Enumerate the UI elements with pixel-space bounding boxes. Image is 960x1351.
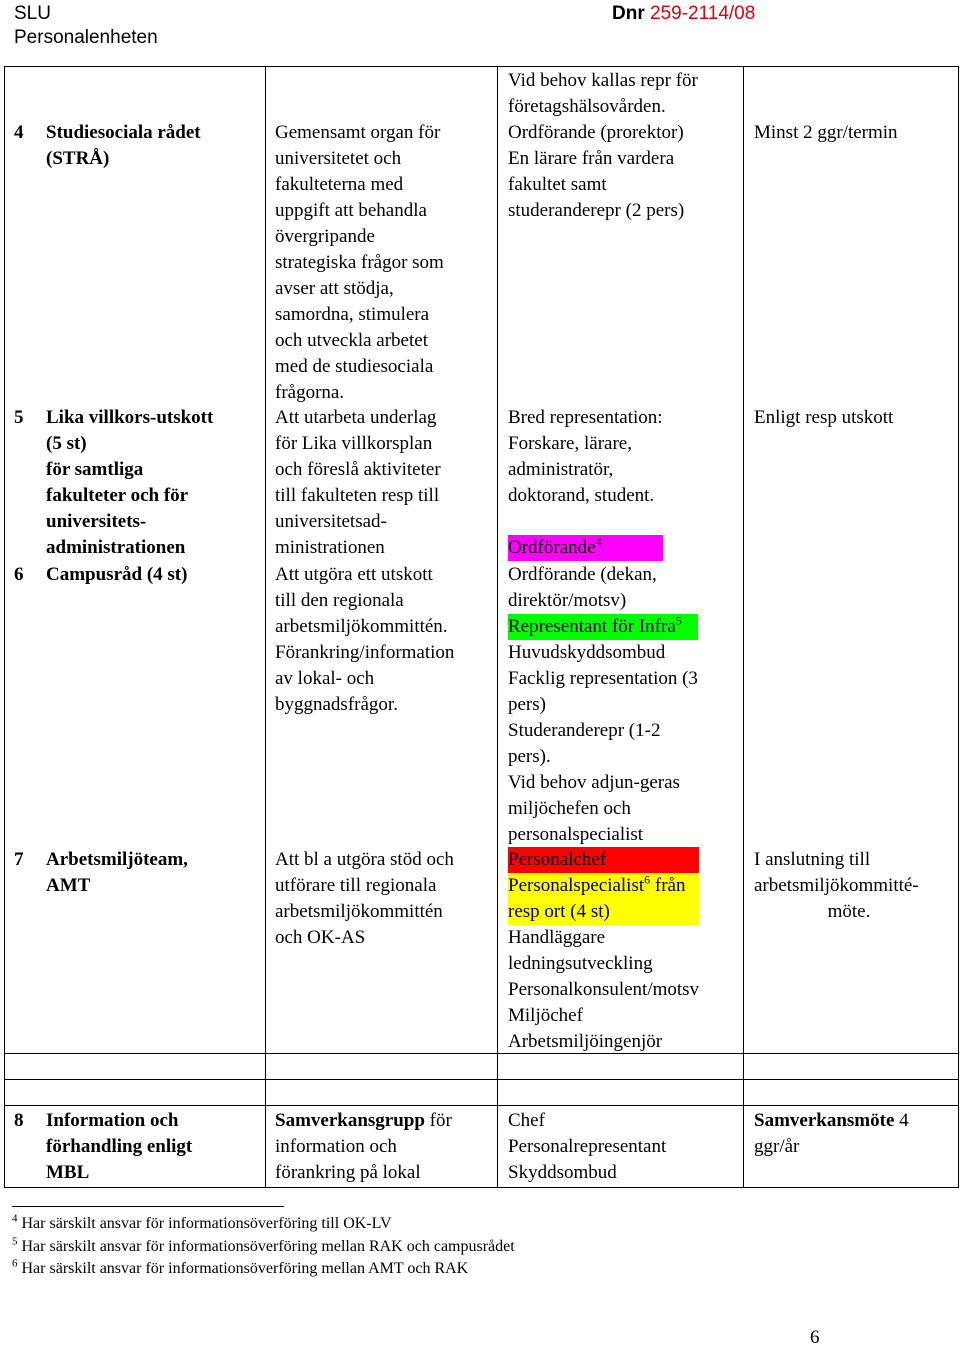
text-line: doktorand, student.	[508, 485, 655, 506]
text-line: möte.	[827, 901, 871, 922]
text-line: Campusråd (4 st)	[46, 564, 188, 585]
text-line: Att utarbeta underlag	[275, 407, 437, 428]
text-line: pers).	[508, 746, 551, 767]
top-note-line: Vid behov kallas repr för	[508, 70, 698, 91]
text-line: förhandling enligt	[46, 1136, 193, 1157]
text-line: universitetsad-	[275, 511, 387, 532]
text-line: Ordförande (dekan,	[508, 564, 657, 585]
footnote-text: Har särskilt ansvar för informationsöverföring mellan AMT och RAK	[21, 1260, 469, 1277]
text-line: MBL	[46, 1162, 90, 1183]
footnote-text: Har särskilt ansvar för informationsöverföring mellan RAK och campusrådet	[21, 1238, 515, 1255]
committee-purpose	[275, 405, 441, 561]
text-line: arbetsmiljökommittén	[275, 901, 443, 922]
committee-members	[508, 405, 663, 561]
text-line: av lokal- och	[275, 668, 375, 689]
text-line: uppgift att behandla	[275, 200, 427, 221]
text-line: utförare till regionala	[275, 875, 437, 896]
text-line: studeranderepr (2 pers)	[508, 200, 685, 221]
text-fragment: för	[429, 1110, 452, 1131]
highlight-label: Representant för Infra	[508, 616, 676, 637]
committee-members	[508, 120, 684, 224]
committee-members	[508, 847, 699, 1055]
text-line: till fakulteten resp till	[275, 485, 440, 506]
text-line: Att utgöra ett utskott	[275, 564, 433, 585]
footnote-ref: 6	[644, 872, 651, 887]
text-line: pers)	[508, 694, 546, 715]
text-line: med de studiesociala	[275, 356, 434, 377]
committee-frequency	[754, 120, 898, 146]
text-line: Huvudskyddsombud	[508, 642, 666, 663]
text-line: Bred representation:	[508, 407, 663, 428]
table-border-right	[958, 66, 959, 1187]
text-line: ggr/år	[754, 1136, 800, 1157]
text-line: fakulteter och för	[46, 485, 189, 506]
dnr-label: Dnr	[612, 3, 645, 24]
text-line: förankring på lokal	[275, 1162, 421, 1183]
highlight-label: Ordförande	[508, 537, 596, 558]
footnote-mark: 6	[12, 1257, 18, 1270]
page-number: 6	[810, 1327, 820, 1348]
table-border-top	[4, 66, 959, 67]
text-line: Minst 2 ggr/termin	[754, 122, 898, 143]
footnote-mark: 4	[12, 1212, 18, 1225]
footnote-text: Har särskilt ansvar för informationsöverföring till OK-LV	[21, 1215, 392, 1232]
footnote-ref: 4	[595, 534, 602, 549]
text-line: och utveckla arbetet	[275, 330, 428, 351]
personnel-chief-highlight	[508, 847, 699, 873]
specialist-highlight	[508, 899, 699, 925]
text-line: administratör,	[508, 459, 614, 480]
text-line: Information och	[46, 1110, 179, 1131]
highlight-label: Personalspecialist	[508, 875, 645, 896]
text-line: administrationen	[46, 537, 186, 558]
highlighted-text	[508, 873, 699, 899]
text-line: I anslutning till	[754, 849, 871, 870]
footnote	[12, 1258, 468, 1280]
text-line: och OK-AS	[275, 927, 366, 948]
text-fragment: 4	[899, 1110, 909, 1131]
dnr-value: 259-2114/08	[650, 3, 756, 24]
text-line: Chef	[508, 1110, 545, 1131]
text-line: En lärare från vardera	[508, 148, 675, 169]
committee-purpose	[275, 562, 454, 718]
table-border-bottom	[4, 1187, 959, 1188]
text-line: samordna, stimulera	[275, 304, 430, 325]
text-line: frågorna.	[275, 382, 345, 403]
highlighted-text	[508, 535, 663, 561]
text-line: Forskare, lärare,	[508, 433, 632, 454]
text-line: Studeranderepr (1-2	[508, 720, 661, 741]
column-divider-3	[743, 66, 744, 1187]
highlight-label: från	[654, 875, 686, 896]
text-line: byggnadsfrågor.	[275, 694, 398, 715]
text-line: Vid behov adjun-geras	[508, 772, 680, 793]
text-line: för Lika villkorsplan	[275, 433, 433, 454]
bold-term: Samverkansgrupp	[275, 1110, 425, 1131]
column-divider-2	[497, 66, 498, 1187]
committee-frequency	[754, 405, 893, 431]
committee-purpose	[275, 847, 454, 951]
row-number: 6	[14, 564, 24, 585]
text-line: och föreslå aktiviteter	[275, 459, 441, 480]
committee-purpose	[275, 120, 444, 406]
committee-name	[46, 120, 201, 172]
text-line: till den regionala	[275, 590, 404, 611]
text-line: Gemensamt organ för	[275, 122, 441, 143]
header-org: SLU	[14, 3, 51, 24]
committee-frequency	[754, 1108, 909, 1160]
infra-highlight	[508, 614, 698, 640]
text-line: Personalrepresentant	[508, 1136, 667, 1157]
header-department: Personalenheten	[14, 27, 158, 48]
text-line: Ordförande (prorektor)	[508, 122, 684, 143]
row-number: 5	[14, 407, 24, 428]
row-divider	[4, 1105, 959, 1106]
text-line: Arbetsmiljöingenjör	[508, 1031, 663, 1052]
text-line: Att bl a utgöra stöd och	[275, 849, 454, 870]
text-line: Enligt resp utskott	[754, 407, 894, 428]
text-line: (5 st)	[46, 433, 87, 454]
footnote-mark: 5	[12, 1235, 18, 1248]
text-line: miljöchefen och	[508, 798, 631, 819]
text-line: ledningsutveckling	[508, 953, 653, 974]
committee-frequency	[754, 847, 944, 925]
text-line: direktör/motsv)	[508, 590, 627, 611]
text-line: arbetsmiljökommitté-	[754, 875, 919, 896]
top-note	[508, 68, 698, 120]
text-line	[275, 1108, 452, 1134]
top-note-line: företagshälsovården.	[508, 96, 666, 117]
text-line	[754, 1108, 909, 1134]
chair-highlight	[508, 535, 663, 561]
header-dnr	[612, 2, 755, 26]
bold-term: Samverkansmöte	[754, 1110, 895, 1131]
highlighted-text: resp ort (4 st)	[508, 899, 699, 925]
text-line: fakulteterna med	[275, 174, 404, 195]
footnote-ref: 5	[675, 613, 682, 628]
committee-name	[46, 1108, 192, 1186]
text-line: arbetsmiljökommittén.	[275, 616, 448, 637]
text-line: ministrationen	[275, 537, 385, 558]
highlighted-text: Personalchef	[508, 847, 699, 873]
row-divider	[4, 1079, 959, 1080]
text-line: Facklig representation (3	[508, 668, 698, 689]
committee-members	[508, 1108, 666, 1186]
committee-name	[46, 405, 261, 561]
text-line: Skyddsombud	[508, 1162, 617, 1183]
footnote	[12, 1213, 392, 1235]
text-line: Miljöchef	[508, 1005, 583, 1026]
committee-members	[508, 562, 698, 848]
text-line: universitetet och	[275, 148, 402, 169]
text-line: universitets-	[46, 511, 147, 532]
text-line: fakultet samt	[508, 174, 607, 195]
text-line: Lika villkors-utskott	[46, 407, 214, 428]
committee-name	[46, 562, 187, 588]
text-line: personalspecialist	[508, 824, 644, 845]
text-line: Förankring/information	[275, 642, 455, 663]
footnote-separator	[12, 1206, 284, 1207]
text-line	[508, 509, 663, 535]
text-line: övergripande	[275, 226, 375, 247]
column-divider-1	[265, 66, 266, 1187]
text-line: Arbetsmiljöteam,	[46, 849, 188, 870]
specialist-highlight	[508, 873, 699, 899]
text-line: Studiesociala rådet	[46, 122, 201, 143]
committee-purpose	[275, 1108, 452, 1186]
row-divider	[4, 1053, 959, 1054]
text-line: för samtliga	[46, 459, 144, 480]
text-line: Personalkonsulent/motsv	[508, 979, 700, 1000]
footnote	[12, 1236, 515, 1258]
highlighted-text	[508, 614, 698, 640]
table-border-left	[4, 66, 5, 1187]
row-number: 7	[14, 849, 24, 870]
row-number: 8	[14, 1110, 24, 1131]
committee-name	[46, 847, 188, 899]
text-line: strategiska frågor som	[275, 252, 444, 273]
text-line: AMT	[46, 875, 91, 896]
text-line: Handläggare	[508, 927, 606, 948]
text-line: avser att stödja,	[275, 278, 394, 299]
row-number: 4	[14, 122, 24, 143]
text-line: information och	[275, 1136, 397, 1157]
text-line: (STRÅ)	[46, 148, 110, 169]
